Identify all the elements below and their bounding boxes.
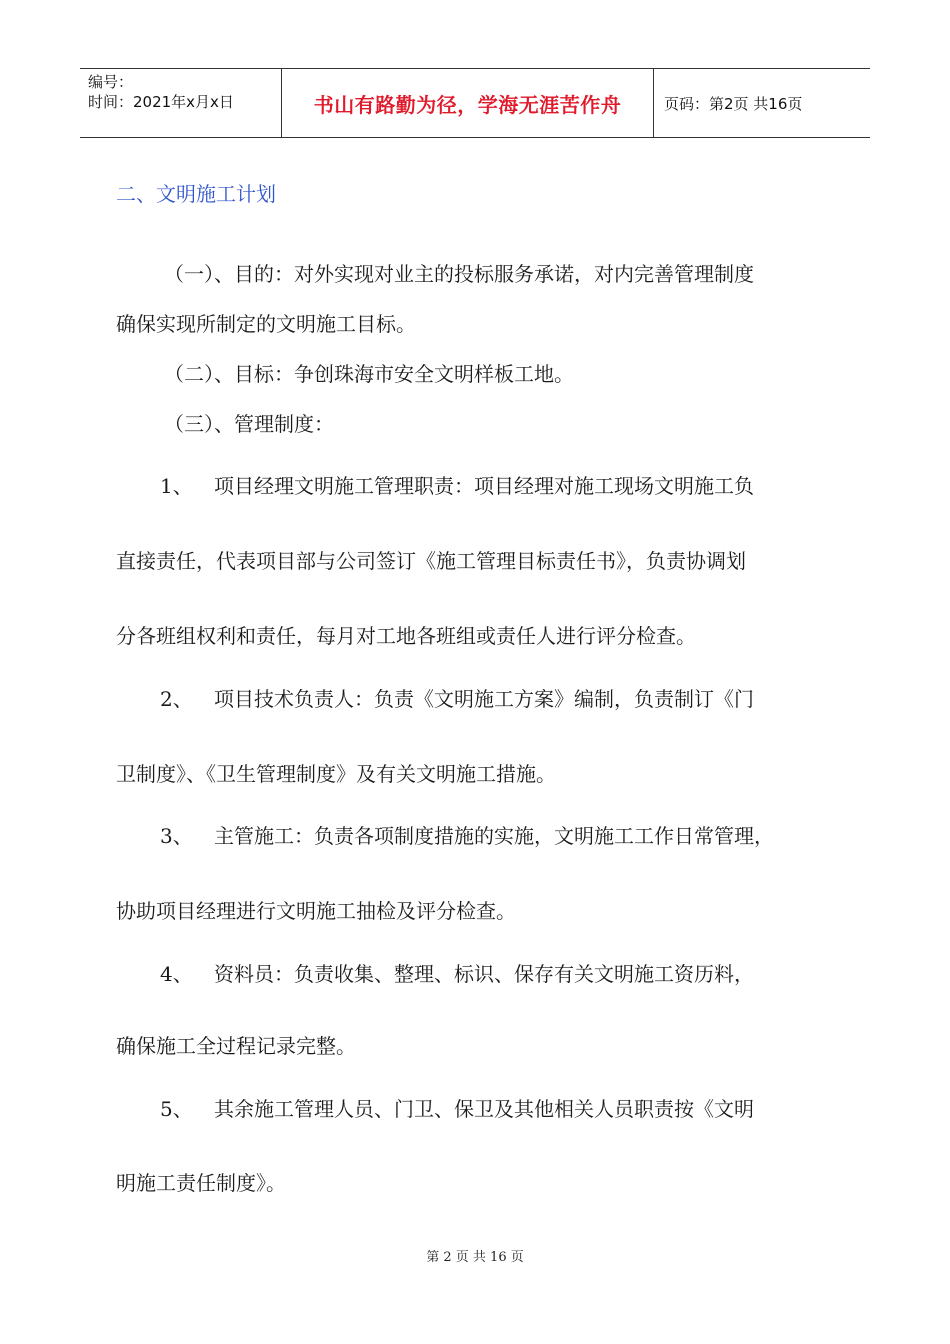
document-number-label: 编号： xyxy=(88,73,134,91)
list-number: 4、 xyxy=(160,962,193,986)
list-item-1: 1、 项目经理文明施工管理职责：项目经理对施工现场文明施工负 xyxy=(116,470,856,499)
header-meta xyxy=(80,69,282,137)
document-time-label: 时间：2021年x月x日 xyxy=(88,93,234,111)
list-item-5-cont: 明施工责任制度》。 xyxy=(116,1171,286,1195)
header-motto: 书山有路勤为径，学海无涯苦作舟 xyxy=(282,69,654,137)
paragraph-purpose-cont: 确保实现所制定的文明施工目标。 xyxy=(116,312,416,336)
list-item-5: 5、 其余施工管理人员、门卫、保卫及其他相关人员职责按《文明 xyxy=(116,1093,856,1122)
page-header xyxy=(80,68,870,138)
list-item-1-cont2: 分各班组权利和责任，每月对工地各班组或责任人进行评分检查。 xyxy=(116,624,696,648)
list-item-2-cont: 卫制度》、《卫生管理制度》及有关文明施工措施。 xyxy=(116,762,556,786)
list-item-4-cont: 确保施工全过程记录完整。 xyxy=(116,1034,356,1058)
paragraph-goal: （二）、目标：争创珠海市安全文明样板工地。 xyxy=(164,362,574,386)
page-footer: 第 2 页 共 16 页 xyxy=(426,1250,524,1265)
list-item-2: 2、 项目技术负责人：负责《文明施工方案》编制，负责制订《门 xyxy=(116,683,856,712)
paragraph-purpose: （一）、目的：对外实现对业主的投标服务承诺，对内完善管理制度 xyxy=(164,262,754,286)
list-item-3: 3、 主管施工：负责各项制度措施的实施，文明施工工作日常管理， xyxy=(116,820,856,849)
header-page-info: 页码：第2页 共16页 xyxy=(664,94,803,113)
list-item-4: 4、 资料员：负责收集、整理、标识、保存有关文明施工资历料， xyxy=(116,958,856,987)
list-number: 5、 xyxy=(160,1097,193,1121)
list-number: 1、 xyxy=(160,474,193,498)
list-item-1-cont: 直接责任，代表项目部与公司签订《施工管理目标责任书》，负责协调划 xyxy=(116,549,746,573)
section-title: 二、文明施工计划 xyxy=(116,182,276,206)
list-number: 2、 xyxy=(160,687,193,711)
list-number: 3、 xyxy=(160,824,193,848)
list-item-3-cont: 协助项目经理进行文明施工抽检及评分检查。 xyxy=(116,899,516,923)
paragraph-system: （三）、管理制度： xyxy=(164,412,334,436)
